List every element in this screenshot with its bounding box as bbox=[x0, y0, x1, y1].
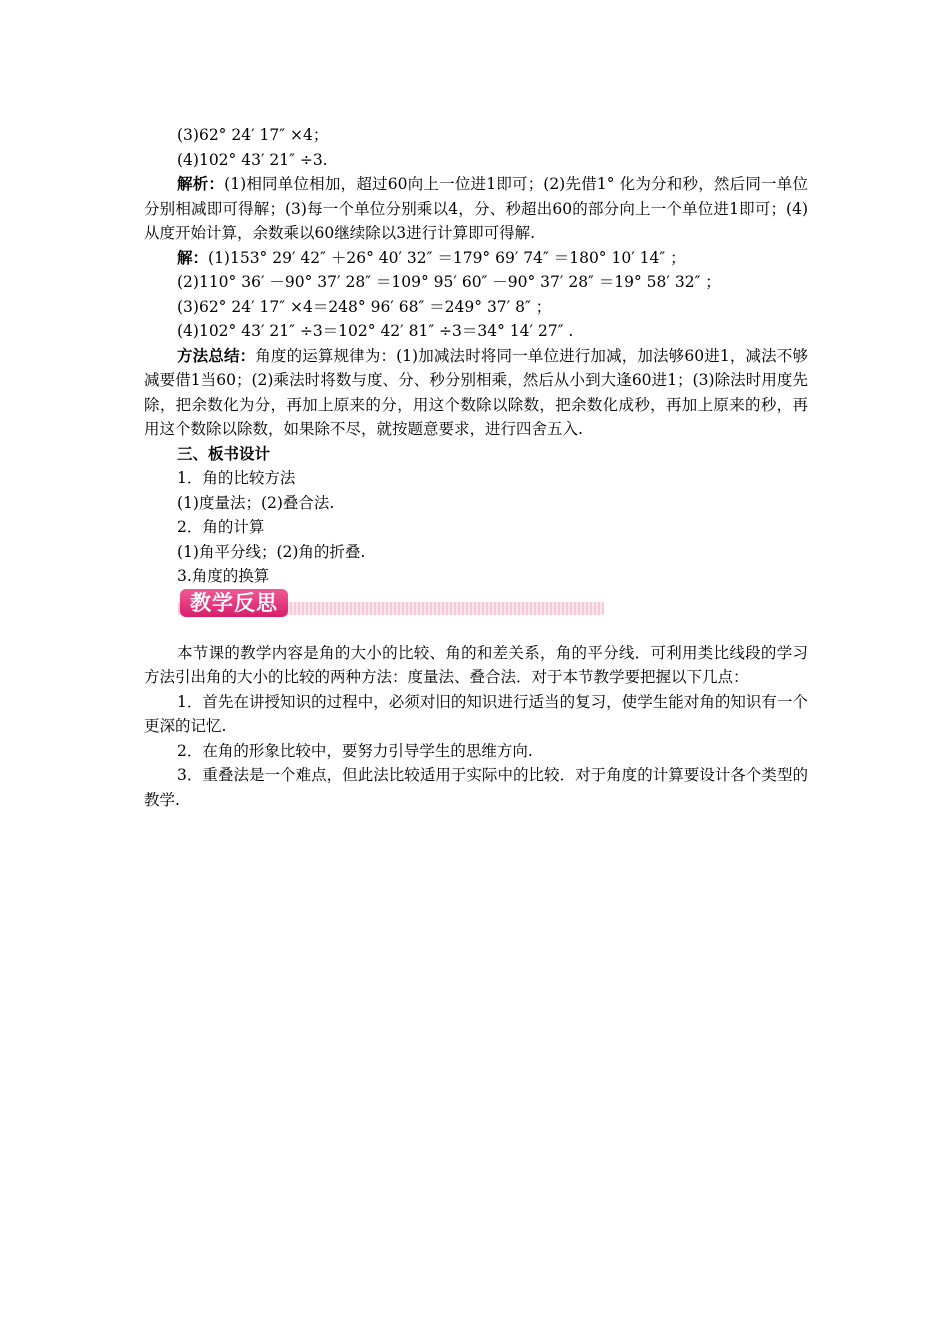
reflection-paragraph: 1．首先在讲授知识的过程中，必须对旧的知识进行适当的复习，使学生能对角的知识有一个更深的记忆. bbox=[144, 692, 808, 735]
solution-step-1: (1)153° 29′ 42″ ＋26° 40′ 32″ ＝179° 69′ 74″ ＝180° 10′ 14″ ； bbox=[208, 248, 686, 267]
solution-line-3: (3)62° 24′ 17″ ×4＝248° 96′ 68″ ＝249° 37′ 8″ ； bbox=[177, 297, 552, 316]
method-summary-text: 角度的运算规律为：(1)加减法时将同一单位进行加减，加法够60进1，减法不够减要借1当60；(2)乘法时将数与度、分、秒分别相乘，然后从小到大逢60进1；(3)除法时用度先除，把余数化为分，再加上原来的分，用这个数除以除数，把余数化成秒，再加上原来的秒，再用这个数除以除数，如果除不尽，就按题意要求，进行四舍五入. bbox=[144, 346, 808, 438]
solution-line-4: (4)102° 43′ 21″ ÷3＝102° 42′ 81″ ÷3＝34° 14′ 27″ . bbox=[177, 322, 574, 340]
board-item: 3.角度的换算 bbox=[177, 567, 270, 585]
method-summary-label: 方法总结： bbox=[177, 345, 256, 365]
problem-line-4: (4)102° 43′ 21″ ÷3. bbox=[177, 150, 328, 169]
solution-line-1 bbox=[144, 246, 808, 271]
board-item: (1)度量法；(2)叠合法. bbox=[177, 493, 335, 512]
reflection-paragraph: 本节课的教学内容是角的大小的比较、角的和差关系，角的平分线．可利用类比线段的学习方法引出角的大小的比较的两种方法：度量法、叠合法．对于本节教学要把握以下几点： bbox=[144, 643, 808, 686]
board-item: 2．角的计算 bbox=[177, 518, 265, 536]
spacer bbox=[144, 619, 808, 641]
board-item: (1)角平分线；(2)角的折叠. bbox=[177, 542, 366, 561]
teaching-reflection-banner bbox=[178, 589, 604, 619]
board-item: 1．角的比较方法 bbox=[177, 469, 296, 487]
document-body bbox=[144, 123, 808, 812]
solution-label: 解： bbox=[177, 247, 209, 267]
analysis-text: (1)相同单位相加，超过60向上一位进1即可；(2)先借1° 化为分和秒，然后同一单位分别相减即可得解；(3)每一个单位分别乘以4，分、秒超出60的部分向上一个单位进1即可；(4)从度开始计算，余数乘以60继续除以3进行计算即可得解. bbox=[144, 175, 808, 242]
method-summary-paragraph bbox=[144, 344, 808, 442]
analysis-label: 解析： bbox=[177, 174, 225, 193]
reflection-paragraph: 2．在角的形象比较中，要努力引导学生的思维方向. bbox=[177, 741, 533, 760]
problem-line-3: (3)62° 24′ 17″ ×4； bbox=[177, 126, 329, 144]
analysis-paragraph bbox=[144, 172, 808, 246]
board-design-heading: 三、板书设计 bbox=[177, 443, 271, 463]
banner-label: 教学反思 bbox=[180, 589, 288, 617]
reflection-paragraph: 3．重叠法是一个难点，但此法比较适用于实际中的比较．对于角度的计算要设计各个类型的教学. bbox=[144, 766, 808, 809]
solution-line-2: (2)110° 36′ －90° 37′ 28″ ＝109° 95′ 60″ －90° 37′ 28″ ＝19° 58′ 32″ ； bbox=[177, 273, 721, 291]
